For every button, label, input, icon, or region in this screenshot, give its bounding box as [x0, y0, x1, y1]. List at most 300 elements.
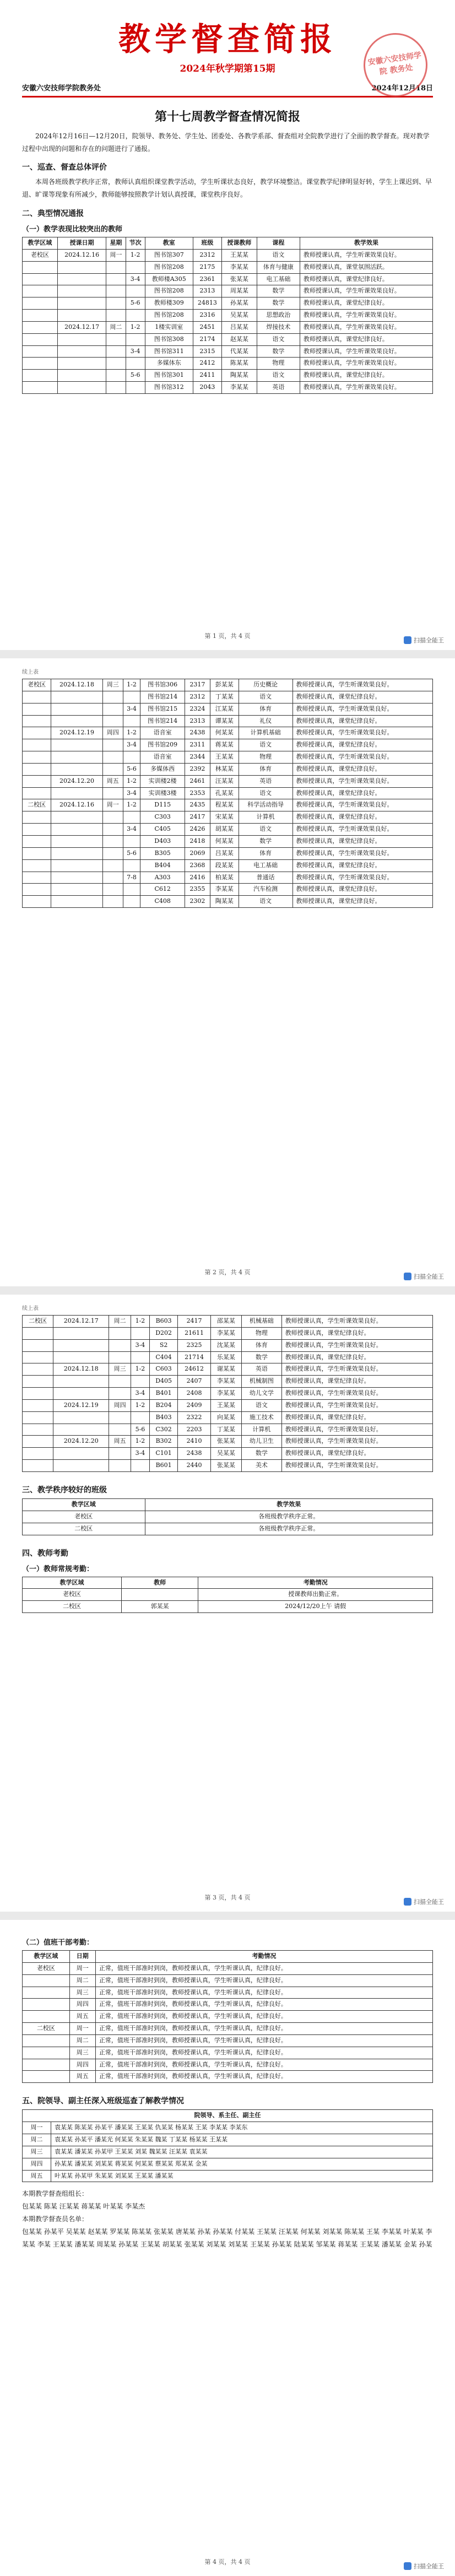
table-cell	[109, 1424, 131, 1436]
table-cell: 数学	[242, 1351, 282, 1363]
table-cell	[109, 1460, 131, 1472]
cadre-attendance-table	[22, 1950, 433, 2083]
table-row	[23, 847, 433, 859]
table-cell: 3-4	[131, 1448, 150, 1460]
table-cell: 周三	[23, 2146, 51, 2158]
table-cell: 5-6	[123, 847, 140, 859]
table-row	[23, 1974, 433, 1987]
table-cell: 3-4	[131, 1388, 150, 1400]
table-cell: 2024.12.20	[51, 775, 102, 787]
table-cell: 教师授课认真，学生听课效果良好。	[281, 1399, 432, 1411]
page-3	[0, 1295, 455, 1912]
table-cell: 图书馆307	[145, 249, 193, 261]
table-row	[23, 1424, 433, 1436]
table-cell: 计算机	[242, 1424, 282, 1436]
table-cell: 2024.12.18	[51, 679, 102, 691]
table-cell: 计算机	[239, 811, 292, 824]
table-cell	[23, 1448, 53, 1460]
table-cell	[23, 1363, 53, 1376]
table-row	[23, 285, 433, 297]
table-cell	[23, 847, 51, 859]
table-cell	[23, 1411, 53, 1424]
table-cell	[23, 297, 58, 310]
table-cell: 语文	[239, 824, 292, 836]
term-label: 2024年秋学期第15期	[180, 63, 275, 74]
table-cell: 2407	[178, 1376, 210, 1388]
table-cell	[57, 310, 106, 322]
table-row	[23, 859, 433, 872]
table-cell: 教师授课认真，课堂纪律良好。	[300, 370, 432, 382]
table-cell	[53, 1339, 109, 1351]
table-cell: 老校区	[23, 679, 51, 691]
table-cell	[102, 884, 123, 896]
table-cell: 蒋某某	[210, 739, 239, 751]
table-cell: 教师授课认真，课堂纪律良好。	[292, 763, 433, 775]
table-cell	[23, 739, 51, 751]
table-cell: 周一	[69, 1962, 95, 1974]
column-header: 授课日期	[57, 237, 106, 249]
table-cell: 周四	[109, 1399, 131, 1411]
page-gap	[0, 1912, 455, 1920]
column-header: 课程	[257, 237, 300, 249]
section-3-title: 三、教学秩序较好的班级	[22, 1485, 107, 1495]
table-cell: C303	[140, 811, 185, 824]
issue-date: 2024年12月18日	[371, 84, 433, 93]
table-cell: 周四	[69, 2059, 95, 2071]
table-cell: 幼儿卫生	[242, 1436, 282, 1448]
section-5-title: 五、院领导、副主任深入班级巡查了解教学情况	[22, 2097, 184, 2106]
table-row	[23, 358, 433, 370]
scanner-watermark: 扫描全能王	[404, 636, 444, 645]
table-cell: C404	[149, 1351, 178, 1363]
table-cell: 教师授课认真，学生听课效果良好。	[300, 321, 432, 333]
table-cell: 教师授课认真，课堂纪律良好。	[292, 835, 433, 847]
page-2	[0, 658, 455, 1286]
table-cell	[121, 1589, 198, 1601]
table-row	[23, 2170, 433, 2182]
table-cell: 李某某	[210, 1327, 241, 1339]
table-cell	[23, 1327, 53, 1339]
table-cell: 语文	[257, 249, 300, 261]
table-cell	[109, 1448, 131, 1460]
table-cell: 2353	[185, 787, 210, 799]
table-cell: 教师授课认真，课堂纪律良好。	[292, 811, 433, 824]
column-header: 考勤情况	[198, 1577, 433, 1589]
table-cell: 正常，值班干部准时到岗，教师授课认真，学生听课认真，纪律良好。	[95, 1974, 432, 1987]
table-cell: 王某某	[210, 751, 239, 764]
table-cell: 24813	[193, 297, 221, 310]
table-cell	[23, 787, 51, 799]
table-cell: 周四	[23, 2158, 51, 2170]
table-cell: 教师授课认真，学生听课效果良好。	[292, 727, 433, 739]
section-1-text: 本周各班级教学秩序正常，教师认真组织课堂教学活动，学生听课状态良好，教学环境整洁。课堂教学纪律明显好转，学生上课迟到、早退、旷课等现象有所减少，教师能够按照教学计划认真授课，课堂秩序良好。	[22, 178, 432, 199]
table-cell: 教师授课认真，课堂纪律良好。	[300, 273, 432, 285]
scanner-app-icon	[404, 636, 411, 644]
table-cell: 2408	[178, 1388, 210, 1400]
table-cell: 3-4	[126, 345, 145, 358]
table-cell: 周五	[69, 2071, 95, 2083]
table-cell	[109, 1327, 131, 1339]
table-cell: 周某某	[221, 285, 257, 297]
table-cell: 2322	[178, 1411, 210, 1424]
table-cell	[106, 345, 126, 358]
table-cell: 电工基础	[257, 273, 300, 285]
table-cell	[51, 872, 102, 884]
table-cell: 2410	[178, 1436, 210, 1448]
table-cell: 正常，值班干部准时到岗，教师授课认真，学生听课认真，纪律良好。	[95, 2071, 432, 2083]
table-cell: 语文	[257, 333, 300, 345]
table-cell	[53, 1460, 109, 1472]
table-cell: 2417	[178, 1316, 210, 1328]
table-cell: 物理	[239, 751, 292, 764]
table-cell: 正常，值班干部准时到岗，教师授课认真，学生听课认真，纪律良好。	[95, 2011, 432, 2023]
table-cell: 数学	[257, 345, 300, 358]
table-cell	[51, 691, 102, 703]
table-cell	[57, 333, 106, 345]
table-cell: 2312	[185, 691, 210, 703]
table-cell	[23, 751, 51, 764]
table-cell: 2024.12.18	[53, 1363, 109, 1376]
table-cell	[106, 273, 126, 285]
table-row	[23, 1339, 433, 1351]
table-cell: 英语	[242, 1363, 282, 1376]
table-cell	[102, 811, 123, 824]
table-cell: 1-2	[131, 1436, 150, 1448]
red-divider	[22, 96, 433, 98]
table-cell: 图书馆208	[145, 261, 193, 273]
table-cell: 2438	[178, 1448, 210, 1460]
table-cell: 2438	[185, 727, 210, 739]
table-cell	[109, 1339, 131, 1351]
table-row	[23, 835, 433, 847]
table-cell: D403	[140, 835, 185, 847]
table-cell	[23, 382, 58, 394]
table-cell	[57, 285, 106, 297]
teacher-attendance-subtitle: （一）教师常规考勤：	[22, 1565, 94, 1573]
table-cell: S2	[149, 1339, 178, 1351]
column-header: 授课教师	[221, 237, 257, 249]
table-cell	[102, 751, 123, 764]
table-cell: 陈某某	[221, 358, 257, 370]
column-header: 教学区域	[23, 237, 58, 249]
leader-patrol-table	[22, 2109, 433, 2182]
table-cell: 教师授课认真，学生听课效果良好。	[281, 1388, 432, 1400]
table-cell: 2203	[178, 1424, 210, 1436]
table-cell: 周四	[102, 727, 123, 739]
table-cell: 图书馆208	[145, 285, 193, 297]
table-cell: 数学	[257, 297, 300, 310]
table-cell: 教师授课认真，课堂纪律良好。	[292, 715, 433, 727]
table-cell: 丁某某	[210, 691, 239, 703]
table-cell: 正常，值班干部准时到岗，教师授课认真，学生听课认真，纪律良好。	[95, 1999, 432, 2011]
page-1	[0, 0, 455, 650]
table-cell: 陶某某	[221, 370, 257, 382]
table-cell: D405	[149, 1376, 178, 1388]
table-cell	[57, 261, 106, 273]
table-cell	[51, 896, 102, 908]
table-row	[23, 751, 433, 764]
table-cell: 体育	[239, 763, 292, 775]
table-cell	[102, 715, 123, 727]
table-cell: 3-4	[123, 703, 140, 715]
continued-mark: 续上表	[22, 669, 39, 675]
table-cell: 吴某某	[221, 310, 257, 322]
table-cell: 2325	[178, 1339, 210, 1351]
table-cell: 教师授课认真，课堂纪律良好。	[281, 1411, 432, 1424]
table-cell: 1-2	[123, 799, 140, 811]
table-cell: 邵某某	[210, 1316, 241, 1328]
table-cell: 吴某某	[210, 1448, 241, 1460]
table-cell: 周五	[102, 775, 123, 787]
table-cell: 3-4	[131, 1339, 150, 1351]
table-cell: 英语	[257, 382, 300, 394]
column-header: 班级	[193, 237, 221, 249]
table-cell: 3-4	[123, 787, 140, 799]
table-cell: 周五	[69, 2011, 95, 2023]
table-cell: 教师授课认真，学生听课效果良好。	[300, 285, 432, 297]
table-cell: 二校区	[23, 1316, 53, 1328]
table-cell: 2315	[193, 345, 221, 358]
table-cell: 周一	[69, 2023, 95, 2035]
scanner-app-icon	[404, 1898, 411, 1906]
table-cell: 2175	[193, 261, 221, 273]
table-cell: 代某某	[221, 345, 257, 358]
table-cell: C101	[149, 1448, 178, 1460]
table-cell: 实训楼3楼	[140, 787, 185, 799]
table-row	[23, 1460, 433, 1472]
table-row	[23, 2059, 433, 2071]
column-header: 教学区域	[23, 1498, 145, 1511]
table-cell	[23, 835, 51, 847]
table-cell: 教师授课认真，学生听课效果良好。	[300, 345, 432, 358]
table-cell: 周三	[69, 1987, 95, 1999]
table-row	[23, 763, 433, 775]
table-cell	[23, 333, 58, 345]
table-cell	[23, 691, 51, 703]
table-cell: 2324	[185, 703, 210, 715]
table-cell	[102, 787, 123, 799]
table-cell: 图书馆215	[140, 703, 185, 715]
table-cell: 正常，值班干部准时到岗，教师授课认真，学生听课认真，纪律良好。	[95, 2034, 432, 2047]
table-cell: 段某某	[210, 859, 239, 872]
table-row	[23, 884, 433, 896]
table-cell: 乐某某	[210, 1351, 241, 1363]
table-cell: 胡某某	[210, 824, 239, 836]
table-cell: 教师授课认真，学生听课效果良好。	[281, 1363, 432, 1376]
table-cell: 张某某	[210, 1436, 241, 1448]
table-cell	[51, 824, 102, 836]
table-cell: C612	[140, 884, 185, 896]
table-cell: 图书馆311	[145, 345, 193, 358]
table-row	[23, 824, 433, 836]
table-cell	[123, 691, 140, 703]
table-cell: 二校区	[23, 1601, 122, 1613]
continued-mark: 续上表	[22, 1306, 39, 1312]
table-cell: 3-4	[123, 824, 140, 836]
intro-text: 2024年12月16日—12月20日，院领导、教务处、学生处、团委处、各教学系部、督查组对全院教学进行了全面的教学督查。现对教学过程中出现的问题和存在的问题进行了通报。	[22, 132, 430, 153]
table-cell	[51, 751, 102, 764]
table-row	[23, 382, 433, 394]
table-cell: C408	[140, 896, 185, 908]
table-cell	[131, 1327, 150, 1339]
table-cell: 语音室	[140, 751, 185, 764]
table-cell	[102, 739, 123, 751]
table-row	[23, 811, 433, 824]
column-header: 教师	[121, 1577, 198, 1589]
table-cell: 周二	[23, 2134, 51, 2146]
table-cell	[57, 345, 106, 358]
table-cell: 数学	[242, 1448, 282, 1460]
table-cell	[23, 358, 58, 370]
table-cell: 语文	[257, 370, 300, 382]
table-cell: 教师授课认真，课堂纪律良好。	[292, 884, 433, 896]
table-cell	[109, 1376, 131, 1388]
table-cell: 1楼实训室	[145, 321, 193, 333]
table-row	[23, 703, 433, 715]
table-cell: 教师授课认真，学生听课效果良好。	[300, 249, 432, 261]
table-row	[23, 1363, 433, 1376]
table-cell: 1-2	[131, 1316, 150, 1328]
table-cell	[102, 859, 123, 872]
table-cell	[23, 1399, 53, 1411]
table-cell: 2344	[185, 751, 210, 764]
table-cell	[102, 703, 123, 715]
table-cell: 袁某某 陈某某 孙某平 潘某某 王某某 仇某某 杨某某 王某 李某某 李某东	[51, 2122, 433, 2134]
table-cell: 教师授课认真，课堂氛围活跃。	[300, 261, 432, 273]
table-cell: 教师授课认真，学生听课效果良好。	[292, 775, 433, 787]
table-cell: 老校区	[23, 249, 58, 261]
table-cell: 多媒体东	[145, 358, 193, 370]
table-cell: 张某某	[210, 1460, 241, 1472]
table-cell	[23, 775, 51, 787]
table-cell	[53, 1448, 109, 1460]
table-cell: 体育	[239, 847, 292, 859]
table-header-row	[23, 237, 433, 249]
scanner-watermark: 扫描全能王	[404, 2562, 444, 2570]
page-number: 第 3 页，共 4 页	[204, 1894, 251, 1901]
table-cell: 历史概论	[239, 679, 292, 691]
table-row	[23, 2146, 433, 2158]
table-cell: 机械制图	[242, 1376, 282, 1388]
table-cell: B603	[149, 1316, 178, 1328]
inspectors-title: 本期教学督查员名单：	[22, 2215, 89, 2223]
table-cell	[51, 763, 102, 775]
table-cell	[23, 2047, 70, 2059]
table-cell: 2416	[185, 872, 210, 884]
table-row	[23, 2011, 433, 2023]
table-row	[23, 2047, 433, 2059]
teacher-attendance-table	[22, 1577, 433, 1614]
table-row	[23, 1523, 433, 1535]
table-cell: 教师授课认真，课堂纪律良好。	[292, 859, 433, 872]
table-row	[23, 2071, 433, 2083]
table-cell: 图书馆214	[140, 715, 185, 727]
table-cell: 5-6	[126, 297, 145, 310]
table-cell: 教师授课认真，课堂纪律良好。	[281, 1327, 432, 1339]
table-cell: 谢某某	[210, 1363, 241, 1376]
table-cell: 教师授课认真，学生听课效果良好。	[292, 799, 433, 811]
table-cell: 1-2	[131, 1399, 150, 1411]
column-header: 教室	[145, 237, 193, 249]
table-cell: 2417	[185, 811, 210, 824]
table-cell: 张某某	[221, 273, 257, 285]
table-cell: 5-6	[126, 370, 145, 382]
table-cell	[126, 285, 145, 297]
table-cell: 孔某某	[210, 787, 239, 799]
table-cell: C603	[149, 1363, 178, 1376]
table-cell	[106, 310, 126, 322]
table-cell	[23, 370, 58, 382]
table-cell: 向某某	[210, 1411, 241, 1424]
table-cell	[23, 1460, 53, 1472]
table-cell: 彭某某	[210, 679, 239, 691]
table-cell: 图书馆312	[145, 382, 193, 394]
table-cell: 1-2	[126, 321, 145, 333]
table-cell: 2024.12.19	[51, 727, 102, 739]
table-row	[23, 273, 433, 285]
table-cell: 周五	[23, 2170, 51, 2182]
table-cell: 教师授课认真，学生听课效果良好。	[292, 679, 433, 691]
table-cell: A303	[140, 872, 185, 884]
table-cell: 郭某某	[121, 1601, 198, 1613]
table-cell: 1-2	[131, 1363, 150, 1376]
table-cell	[51, 739, 102, 751]
table-cell	[57, 382, 106, 394]
table-cell	[106, 261, 126, 273]
table-cell: 语文	[239, 691, 292, 703]
table-cell: 2426	[185, 824, 210, 836]
table-cell: 李某某	[210, 884, 239, 896]
table-cell: 体育	[242, 1339, 282, 1351]
table-cell: B401	[149, 1388, 178, 1400]
table-cell	[102, 872, 123, 884]
table-cell: 教师楼A305	[145, 273, 193, 285]
table-cell: 3-4	[126, 273, 145, 285]
table-row	[23, 1962, 433, 1974]
table-row	[23, 715, 433, 727]
table-cell: 汪某某	[210, 775, 239, 787]
table-cell	[109, 1351, 131, 1363]
page-4	[0, 1920, 455, 2576]
table-cell	[126, 333, 145, 345]
table-cell: 2024.12.16	[51, 799, 102, 811]
table-cell: 美术	[242, 1460, 282, 1472]
cadre-attendance-subtitle: （二）值班干部考勤：	[22, 1939, 94, 1947]
table-cell: 2069	[185, 847, 210, 859]
table-cell	[106, 382, 126, 394]
table-cell: 2361	[193, 273, 221, 285]
table-cell: 物理	[257, 358, 300, 370]
table-cell: 教师授课认真，学生听课效果良好。	[292, 847, 433, 859]
table-cell: 周三	[102, 679, 123, 691]
table-cell	[51, 859, 102, 872]
table-cell	[53, 1424, 109, 1436]
table-cell: 普通话	[239, 872, 292, 884]
table-cell: 2311	[185, 739, 210, 751]
table-cell: 周三	[69, 2047, 95, 2059]
table-cell: 体育与健康	[257, 261, 300, 273]
table-cell	[23, 1339, 53, 1351]
table-cell	[23, 763, 51, 775]
page-number: 第 4 页，共 4 页	[204, 2558, 251, 2566]
good-teachers-table-2	[22, 679, 433, 908]
table-row	[23, 261, 433, 273]
table-cell	[23, 1974, 70, 1987]
table-cell: B404	[140, 859, 185, 872]
table-cell: 授课教师出勤正常。	[198, 1589, 433, 1601]
table-row	[23, 691, 433, 703]
table-cell: 7-8	[123, 872, 140, 884]
